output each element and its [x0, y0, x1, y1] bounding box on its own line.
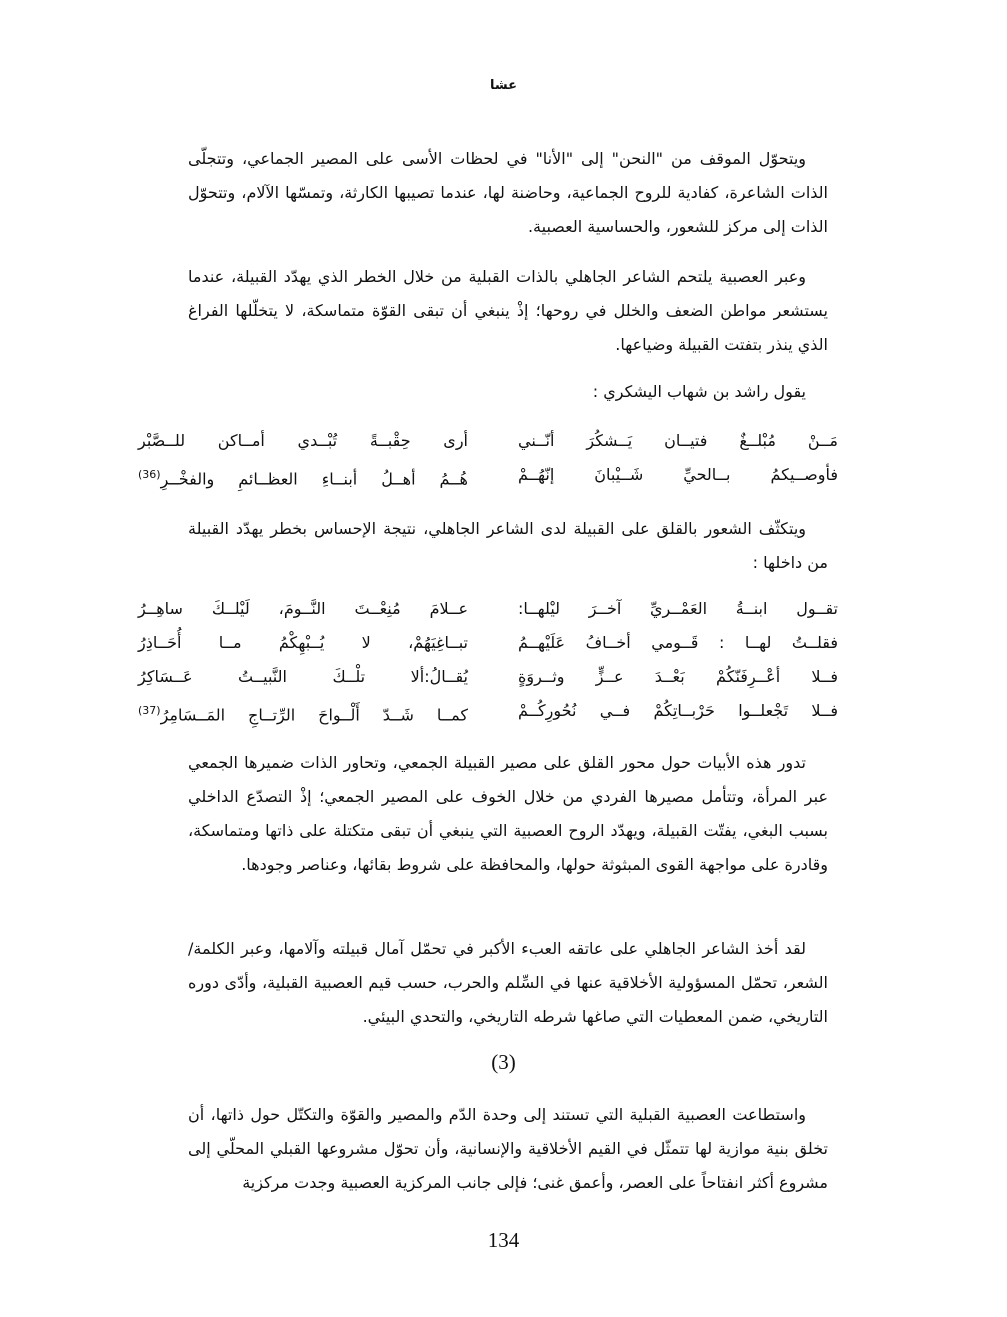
poem-1-intro: يقول راشد بن شهاب اليشكري :	[592, 382, 806, 401]
verse-first-hemistich: فــلا أعْــرِفَنّكُمْ بَعْــدَ عــزٍّ وثــروَةٍ	[518, 667, 838, 686]
paragraph-4	[188, 746, 828, 882]
poem-1	[138, 424, 838, 492]
verse-second-hemistich: أرى حِقْبــةً تُبْــدي أمــاكن للــصَّبْر	[138, 431, 468, 450]
section-number: (3)	[491, 1050, 516, 1074]
verse-second-hemistich: يُقــالُ:ألا تلْــكَ النَّبيــتُ عَــسَاكِرُ	[138, 667, 468, 686]
paragraph-5	[188, 932, 828, 1034]
verse-line	[138, 626, 838, 660]
verse-first-hemistich: مَــنْ مُبْلــغٌ فتيــان يَــشكُرَ أنّــني	[518, 431, 838, 450]
paragraph-3-text: ويتكثّف الشعور بالقلق على القبيلة لدى الشاعر الجاهلي، نتيجة الإحساس بخطر يهدّد القبيلة من داخلها :	[188, 519, 828, 572]
footnote-ref: (37)	[138, 704, 161, 717]
verse-first-hemistich: فقلــتُ لهــا : قَــومي أخــافُ عَلَيْهــمُ	[518, 633, 838, 652]
running-title: عشا	[490, 78, 517, 93]
verse-second-hemistich	[138, 694, 468, 732]
paragraph-2	[188, 260, 828, 362]
paragraph-3	[188, 512, 828, 580]
verse-first-hemistich: فأوصــيكمُ بــالحيِّ شَــيْبانَ إنّهُــمْ	[518, 465, 838, 484]
hemistich-text: هُــمُ أهــلُ أبنــاءِ العظــائمِ والفخْــرِ	[160, 469, 468, 489]
paragraph-6	[188, 1098, 828, 1200]
hemistich-text: كمــا شَــدّ أَلْــواحَ الرِّتــاجِ المَــسَامِرُ	[160, 705, 468, 725]
verse-first-hemistich: تقــول ابنــةُ العَمْــريِّ آخــرَ ليْلهــا:	[518, 599, 838, 618]
verse-line	[138, 660, 838, 694]
paragraph-1	[188, 142, 828, 244]
paragraph-2-text: وعبر العصبية يلتحم الشاعر الجاهلي بالذات القبلية من خلال الخطر الذي يهدّد القبيلة، عندما يستشعر مواطن الضعف والخلل في روحها؛ إذْ ينبغي أن تبقى القوّة متماسكة، لا يتخلّلها الفراغ الذي ينذر بتفتت القبيلة وضياعها.	[188, 267, 828, 354]
verse-line	[138, 424, 838, 458]
paragraph-1-text: ويتحوّل الموقف من "النحن" إلى "الأنا" في لحظات الأسى على المصير الجماعي، وتتجلّى الذات الشاعرة، كفادية للروح الجماعية، وحاضنة لها، عندما تصيبها الكارثة، وتمسّها الآلام، وتتحوّل الذات إلى مركز للشعور، والحساسية العصبية.	[188, 149, 828, 236]
verse-first-hemistich: فــلا تَجْعلــوا حَرْبــاتِكُمْ فــي نُحُورِكُــمْ	[518, 701, 838, 720]
paragraph-4-text: تدور هذه الأبيات حول محور القلق على مصير القبيلة الجمعي، وتحاور الذات ضميرها الجمعي عبر المرأة، وتتأمل مصيرها الفردي من خلال الخوف على المصير الجمعي؛ إذْ التصدّع الداخلي بسبب البغي، يفتّت القبيلة، ويهدّد الروح العصبية التي ينبغي أن تبقى متكتلة على ذاتها ومتماسكة، وقادرة على مواجهة القوى المبثوثة حولها، والمحافظة على شروط بقائها، وعناصر وجودها.	[188, 753, 828, 874]
poem-2	[138, 592, 838, 728]
paragraph-6-text: واستطاعت العصبية القبلية التي تستند إلى وحدة الدّم والمصير والقوّة والتكتّل حول ذاتها، أن تخلق بنية موازية لها تتمثّل في القيم الأخلاقية والإنسانية، وأن تحوّل مشروعها القبلي المحلّي إلى مشروع أكثر انفتاحاً على العصر، وأعمق غنى؛ فإلى جانب المركزية العصبية وجدت مركزية	[188, 1105, 828, 1192]
paragraph-5-text: لقد أخذ الشاعر الجاهلي على عاتقه العبء الأكبر في تحمّل آمال قبيلته وآلامها، وعبر الكلمة/الشعر، تحمّل المسؤولية الأخلاقية عنها في السِّلم والحرب، حسب قيم العصبية القبلية، وأدّى دوره التاريخي، ضمن المعطيات التي صاغها شرطه التاريخي، والتحدي البيئي.	[188, 939, 828, 1026]
verse-second-hemistich: تبــاغِيَهُمْ، لا يُــبْهِكْمُ مــا أُحَــاذِرُ	[138, 633, 468, 652]
verse-second-hemistich	[138, 458, 468, 496]
verse-line	[138, 592, 838, 626]
page-number: 134	[487, 1228, 520, 1252]
footnote-ref: (36)	[138, 468, 161, 481]
verse-line	[138, 458, 838, 492]
verse-line	[138, 694, 838, 728]
verse-second-hemistich: عــلامَ مُنِعْــتَ النَّــومَ، لَيْلــكَ ساهِــرُ	[138, 599, 468, 618]
